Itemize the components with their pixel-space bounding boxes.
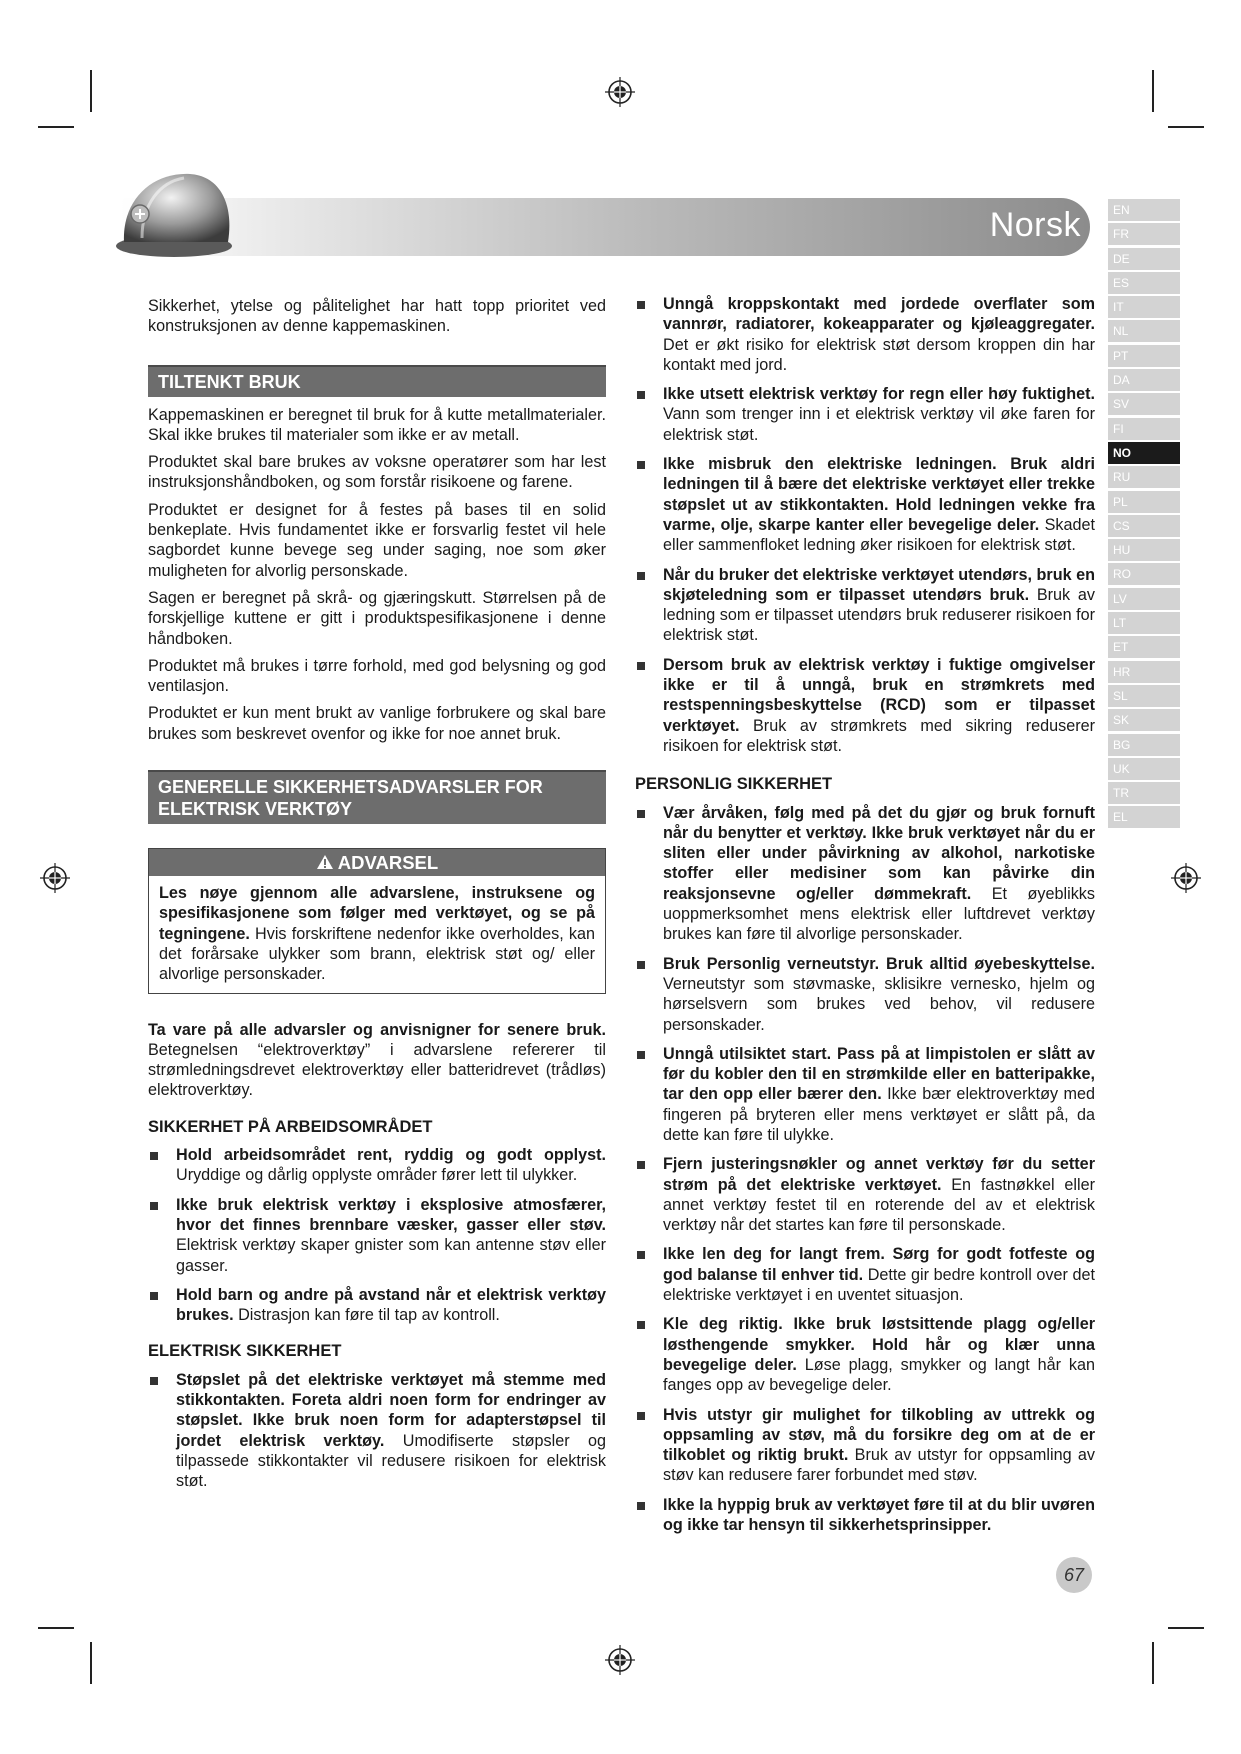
bullet-item <box>635 655 1095 756</box>
bullet-bold-text: Hold barn og andre på avstand når et elektrisk verktøy brukes. <box>176 1285 606 1325</box>
language-tab-ro[interactable]: RO <box>1108 563 1180 585</box>
bullet-item <box>635 1244 1095 1305</box>
keep-instructions-paragraph <box>148 1020 606 1101</box>
bullet-bold-text: Unngå kroppskontakt med jordede overflater som vannrør, radiatorer, kokeapparater og kjøleaggregater. <box>663 295 1095 334</box>
section-heading-intended-use: TILTENKT BRUK <box>148 365 606 397</box>
bullet-item <box>635 384 1095 445</box>
bullet-bold-text: Ikke la hyppig bruk av verktøyet føre til at du blir uvøren og ikke tar hensyn til sikkerhetsprinsipper. <box>663 1495 1095 1535</box>
bullet-normal-text: Uryddige og dårlig opplyste områder fører lett til ulykker. <box>176 1166 578 1185</box>
work-area-list <box>148 1145 606 1325</box>
language-tab-hr[interactable]: HR <box>1108 661 1180 683</box>
language-tab-no[interactable]: NO <box>1108 442 1180 464</box>
crop-mark <box>90 70 92 112</box>
language-tab-es[interactable]: ES <box>1108 272 1180 294</box>
intended-use-paragraph: Produktet skal bare brukes av voksne operatører som har lest instruksjonshåndboken, og som forstår risikoene og farene. <box>148 453 606 492</box>
bullet-normal-text: Det er økt risiko for elektrisk støt dersom kroppen din har kontakt med jord. <box>663 335 1095 374</box>
bullet-item <box>635 803 1095 945</box>
bullet-bold-text: Hold arbeidsområdet rent, ryddig og godt opplyst. <box>176 1146 606 1165</box>
safety-helmet-icon <box>112 160 242 260</box>
section-heading-general-safety <box>148 770 606 824</box>
bullet-item <box>635 954 1095 1035</box>
bullet-normal-text: Løse plagg, smykker og langt hår kan fanges opp av bevegelige deler. <box>663 1355 1095 1395</box>
warning-triangle-icon <box>316 854 334 870</box>
registration-mark-icon <box>603 75 637 109</box>
bullet-normal-text: Skadet eller sammenfloket ledning øker risikoen for elektrisk støt. <box>663 515 1095 555</box>
crop-mark <box>1152 1642 1154 1684</box>
bullet-normal-text: Dette gir bedre kontroll over det elektriske verktøyet i en uventet situasjon. <box>663 1265 1095 1305</box>
bullet-bold-text: Vær årvåken, følg med på det du gjør og bruk fornuft når du benytter et verktøy. Ikke bruk verktøyet når du er sliten eller under påvirkning av alkohol, narkotiske stoffer eller medisiner som kan påvirke din reaksjonsevne og/eller dømmekraft. <box>663 803 1095 903</box>
subheading-personal: PERSONLIG SIKKERHET <box>635 775 833 794</box>
crop-mark <box>38 1627 74 1629</box>
intended-use-paragraph: Produktet må brukes i tørre forhold, med god belysning og god ventilasjon. <box>148 656 606 696</box>
language-tab-bg[interactable]: BG <box>1108 734 1180 756</box>
bullet-item <box>635 1044 1095 1145</box>
section-heading-line: ELEKTRISK VERKTØY <box>158 799 353 820</box>
language-tab-lv[interactable]: LV <box>1108 588 1180 610</box>
registration-mark-icon <box>603 1643 637 1677</box>
bullet-bold-text: Ikke misbruk den elektriske ledningen. Bruk aldri ledningen til å bære det elektriske verktøyet eller trekke støpslet ut av stikkontakten. Hold ledningen vekke fra varme, olje, skarpe kanter eller bevegelige deler. <box>663 455 1095 534</box>
bullet-bold-text: Når du bruker det elektriske verktøyet utendørs, bruk en skjøteledning som er tilpasset utendørs bruk. <box>663 565 1095 604</box>
language-tab-fi[interactable]: FI <box>1108 418 1180 440</box>
warning-text <box>149 876 605 992</box>
bullet-normal-text: Ikke bær elektroverktøy med fingeren på bryteren eller mens verktøyet er slått på, da dette kan føre til ulykke. <box>663 1085 1095 1144</box>
bullet-normal-text: Distrasjon kan føre til tap av kontroll. <box>233 1306 500 1325</box>
bullet-item <box>148 1195 606 1276</box>
crop-mark <box>1168 126 1204 128</box>
bullet-bold-text: Bruk Personlig verneutstyr. Bruk alltid øyebeskyttelse. <box>663 954 1095 973</box>
warning-box <box>148 848 606 993</box>
bullet-bold-text: Hvis utstyr gir mulighet for tilkobling av uttrekk og oppsamling av støv, må du forsikre deg om at de er tilkoblet og riktig brukt. <box>663 1405 1095 1465</box>
bullet-bold-text: Ikke utsett elektrisk verktøy for regn eller høy fuktighet. <box>663 385 1095 404</box>
language-tab-lt[interactable]: LT <box>1108 612 1180 634</box>
registration-mark-icon <box>1169 861 1203 895</box>
intended-use-paragraph: Produktet er kun ment brukt av vanlige forbrukere og skal bare brukes som beskrevet ovenfor og ikke for noe annet bruk. <box>148 704 606 743</box>
electrical-safety-list <box>148 1370 606 1492</box>
language-tab-el[interactable]: EL <box>1108 806 1180 828</box>
language-tab-de[interactable]: DE <box>1108 248 1180 270</box>
crop-mark <box>38 126 74 128</box>
warning-normal-text: Hvis forskriftene nedenfor ikke overholdes, kan det forårsake ulykker som brann, elektrisk støt og/ eller alvorlige personskader. <box>159 924 595 984</box>
language-tab-tr[interactable]: TR <box>1108 782 1180 804</box>
bullet-item <box>148 1370 606 1492</box>
intended-use-paragraph: Produktet er designet for å festes på bases til en solid benkeplate. Hvis fundamentet ikke er forsvarlig festet vil hele sagbordet kunne bevege seg under saging, noe som øker muligheten for alvorlig personskade. <box>148 500 606 580</box>
header-band <box>120 198 1090 256</box>
language-tab-it[interactable]: IT <box>1108 296 1180 318</box>
language-tab-sl[interactable]: SL <box>1108 685 1180 707</box>
bullet-item <box>148 1145 606 1186</box>
personal-safety-list <box>635 803 1095 1536</box>
bullet-normal-text: Vann som trenger inn i et elektrisk verktøy vil øke faren for elektrisk støt. <box>663 405 1095 444</box>
keep-bold-text: Ta vare på alle advarsler og anvisnigner for senere bruk. <box>148 1020 606 1039</box>
language-tab-nl[interactable]: NL <box>1108 320 1180 342</box>
language-tab-sk[interactable]: SK <box>1108 709 1180 731</box>
warning-heading <box>149 849 605 876</box>
subheading-work-area: SIKKERHET PÅ ARBEIDSOMRÅDET <box>148 1117 433 1136</box>
warning-title: ADVARSEL <box>337 852 439 874</box>
bullet-normal-text: Elektrisk verktøy skaper gnister som kan antenne støv eller gasser. <box>176 1236 606 1275</box>
bullet-item <box>635 1405 1095 1486</box>
language-tab-fr[interactable]: FR <box>1108 223 1180 245</box>
keep-normal-text: Betegnelsen “elektroverktøy” i advarslene refererer til strømledningsdrevet elektroverktøy eller batteridrevet (trådløs) elektroverktøy. <box>148 1040 606 1100</box>
intro-paragraph: Sikkerhet, ytelse og pålitelighet har hatt topp prioritet ved konstruksjonen av denne kappemaskinen. <box>148 297 606 336</box>
electrical-safety-list-continued <box>635 294 1095 756</box>
bullet-normal-text: En fastnøkkel eller annet verktøy festet til en roterende del av et elektrisk verktøy når det startes kan føre til personskade. <box>663 1175 1095 1235</box>
bullet-normal-text: Umodifiserte støpsler og tilpassede stikkontakter vil redusere risikoen for elektrisk støt. <box>176 1431 606 1491</box>
language-tab-da[interactable]: DA <box>1108 369 1180 391</box>
bullet-normal-text: Verneutstyr som støvmaske, sklisikre vernesko, hjelm og hørselsvern som brukes ved behov, vil redusere personskader. <box>663 974 1095 1034</box>
language-tab-en[interactable]: EN <box>1108 199 1180 221</box>
bullet-normal-text: Bruk av strømkrets med sikring reduserer risikoen for elektrisk støt. <box>663 716 1095 755</box>
intended-use-paragraph: Kappemaskinen er beregnet til bruk for å kutte metallmaterialer. Skal ikke brukes til materialer som ikke er av metall. <box>148 405 606 444</box>
intended-use-paragraph: Sagen er beregnet på skrå- og gjæringskutt. Størrelsen på de forskjellige kuttene er gitt i produktspesifikasjonene i denne håndboken. <box>148 588 606 648</box>
right-column <box>635 294 1095 1544</box>
bullet-bold-text: Ikke bruk elektrisk verktøy i eksplosive atmosfærer, hvor det finnes brennbare væsker, gasser eller støv. <box>176 1195 606 1234</box>
crop-mark <box>1168 1627 1204 1629</box>
warning-bold-text: Les nøye gjennom alle advarslene, instruksene og spesifikasjonene som følger med verktøyet, og se på tegningene. <box>159 884 595 943</box>
bullet-normal-text: Bruk av utstyr for oppsamling av støv kan redusere farer forbundet med støv. <box>663 1446 1095 1485</box>
registration-mark-icon <box>38 861 72 895</box>
bullet-item <box>148 1285 606 1326</box>
language-tab-pl[interactable]: PL <box>1108 491 1180 513</box>
language-tab-ru[interactable]: RU <box>1108 466 1180 488</box>
crop-mark <box>1152 70 1154 112</box>
page-title: Norsk <box>989 206 1081 244</box>
bullet-item <box>635 1495 1095 1536</box>
language-tab-hu[interactable]: HU <box>1108 539 1180 561</box>
bullet-bold-text: Støpslet på det elektriske verktøyet må stemme med stikkontakten. Foreta aldri noen form for endringer av støpslet. Ikke bruk noen form for adapterstøpsel til jordet elektrisk verktøy. <box>176 1370 606 1450</box>
page-number: 67 <box>1056 1557 1092 1593</box>
language-tab-sv[interactable]: SV <box>1108 393 1180 415</box>
language-tab-cs[interactable]: CS <box>1108 515 1180 537</box>
bullet-normal-text: Et øyeblikks uoppmerksomhet mens elektrisk eller luftdrevet verktøy brukes kan føre til alvorlige personskader. <box>663 884 1095 944</box>
bullet-item <box>635 1154 1095 1235</box>
bullet-item <box>635 1314 1095 1395</box>
subheading-electrical: ELEKTRISK SIKKERHET <box>148 1342 342 1361</box>
language-tab-list <box>1108 199 1180 831</box>
bullet-bold-text: Unngå utilsiktet start. Pass på at limpistolen er slått av før du kobler den til en strømkilde eller en batteripakke, tar den opp eller bærer den. <box>663 1044 1095 1104</box>
bullet-bold-text: Kle deg riktig. Ikke bruk løstsittende plagg og/eller løsthengende smykker. Hold hår og klær unna bevegelige deler. <box>663 1315 1095 1374</box>
language-tab-pt[interactable]: PT <box>1108 345 1180 367</box>
bullet-item <box>635 454 1095 555</box>
language-tab-uk[interactable]: UK <box>1108 758 1180 780</box>
bullet-normal-text: Bruk av ledning som er tilpasset utendørs bruk reduserer risikoen for elektrisk støt. <box>663 585 1095 645</box>
crop-mark <box>90 1642 92 1684</box>
section-heading-line: GENERELLE SIKKERHETSADVARSLER FOR <box>158 777 543 798</box>
language-tab-et[interactable]: ET <box>1108 636 1180 658</box>
bullet-item <box>635 294 1095 375</box>
bullet-item <box>635 565 1095 646</box>
bullet-bold-text: Ikke len deg for langt frem. Sørg for godt fotfeste og god balanse til enhver tid. <box>663 1245 1095 1284</box>
bullet-bold-text: Dersom bruk av elektrisk verktøy i fuktige omgivelser ikke er til å unngå, bruk en strømkrets med restspenningsbeskyttelse (RCD) som er tilpasset verktøyet. <box>663 655 1095 735</box>
bullet-bold-text: Fjern justeringsnøkler og annet verktøy før du setter strøm på det elektriske verktøyet. <box>663 1155 1095 1194</box>
left-column <box>148 296 606 1500</box>
intended-use-paragraphs <box>148 405 606 744</box>
